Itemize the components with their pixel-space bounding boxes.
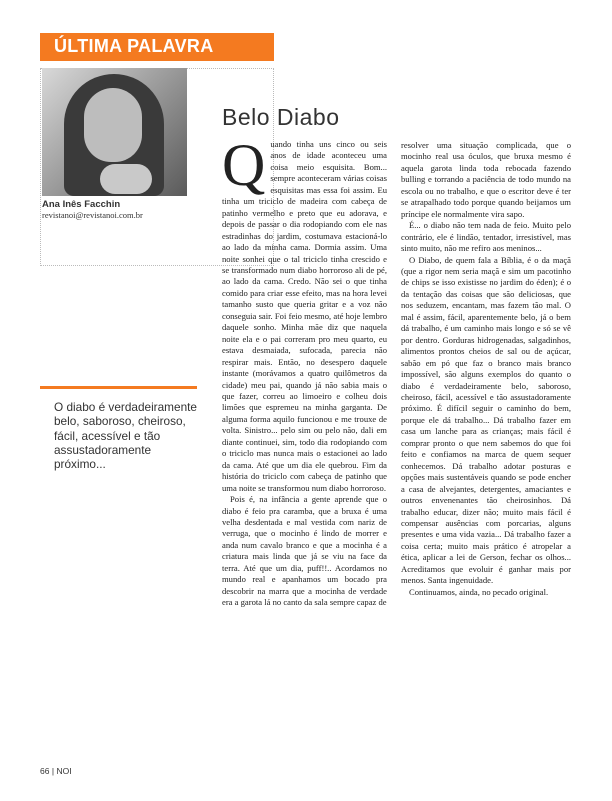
photo-hand [100, 164, 152, 194]
author-name: Ana Inês Facchin [42, 199, 121, 210]
paragraph: Pois é, na infância a gente aprende que o diabo é feio pra caramba, que a bruxa é uma velha desdentada e mal vestida com nariz de verruga, que o mocinho é lindo de morrer e anda num cavalo branco e que a mocinha é a criatura mais linda que já se viu na face da terra. Até que um dia, puff!!.. Acordamos no mundo real e apanhamos um bocado pra descobrir na marra que a mocinha de verdade era a garota lá no canto da sala sempre capaz de [222, 494, 387, 608]
paragraph: O Diabo, de quem fala a Bíblia, é o da maçã (que a rigor nem seria maçã e sim um pacotinho de chips se isso existisse no jardim do éden); é o da tentação das coisas que são deliciosas, que nos seduzem, encantam, mas fazem tão mal. O mal é assim, fácil, aparentemente belo, já o bem dá trabalho, é um caminho mais longo e só se vê por dentro. Gorduras hidrogenadas, salgadinhos, alimentos prontos cheios de sal ou de açúcar, sabão em pó que faz o branco mais branco impossível, são alguns exemplos do quanto o diabo é verdadeiramente belo, saboroso, cheiroso, fácil, acessível e tão assustadoramente próximo. É difícil seguir o caminho do bem, porque ele dá trabalho... Dá trabalho fazer em casa um lanche para as crianças; mais fácil é comprar pronto o que nem sabemos do que foi feito e confiamos na marca de quem sequer conhecemos. Dá trabalho adotar posturas e opções mais sustentáveis quando se pode encher a casa de alvejantes, detergentes, amaciantes e outros envenenantes tão cheirosinhos. Dá trabalho educar, dizer não; muito mais fácil é compensar ausências com porcarias, alguns presentes e uma vida vazia... Dá trabalho fazer a coisa certa; muito mais prático é atropelar a ética, aplicar a lei de Gerson, fechar os olhos... Acreditamos que evoluir é ganhar mais por menos. Santa ingenuidade. [401, 254, 571, 586]
photo-face [84, 88, 142, 162]
footer-separator: | [51, 766, 55, 776]
article-column-2 [401, 140, 571, 598]
page-footer [40, 766, 72, 776]
paragraph: resolver uma situação complicada, que o mocinho real usa óculos, que bruxa mesmo é aquela garota linda toda rebocada fazendo bulling e torrando a paciência de todo mundo na escola ou no trabalho, e que o escritor deve é ter se atrapalhado todo porque quando beijamos um príncipe ele normalmente vira sapo. [401, 140, 571, 219]
author-photo [42, 68, 187, 196]
pull-quote-text: O diabo é verdadeiramente belo, saboroso, cheiroso, fácil, acessível e tão assustadoramente próximo... [54, 400, 197, 472]
section-title: ÚLTIMA PALAVRA [54, 36, 214, 56]
author-email: revistanoi@revistanoi.com.br [42, 210, 143, 220]
dropcap: Q [222, 132, 266, 198]
paragraph: É... o diabo não tem nada de feio. Muito pelo contrário, ele é lindão, tentador, irresistível, mas sinto muito, não me refiro aos meninos... [401, 220, 571, 254]
article-title: Belo Diabo [222, 104, 340, 130]
section-header [40, 33, 274, 61]
magazine-name: NOI [56, 766, 72, 776]
paragraph-text: uando tinha uns cinco ou seis anos de idade aconteceu uma coisa meio esquisita. Bom... sempre aconteceram várias coisas esquisitas mas essa foi assim. Eu tinha um triciclo de madeira com cabeça de patinho vermelho e preto que eu adorava, e depois de passar o dia rodopiando com ele nas estradinhas do jardim, costumava estacioná-lo ao lado da minha cama. Dormia assim. Uma noite sonhei que o tal triciclo tinha crescido e se transformado num diabo horroroso ali de pé, ao lado da cama. Credo. Não sei o que tinha comido para criar esse efeito, mas na hora levei tamanho susto que queria gritar e a voz não conseguia sair. Foi feio mesmo, até hoje lembro daquele sonho. Minha mãe diz que naquela noite ela e o pai correram pro meu quarto, eu estava desmaiada, sufocada, parecia não respirar mais. Então, no desespero daquele instante (morávamos a quatro quilômetros da cidade) meu pai, quando já não sabia mais o que fazer, correu ao limoeiro e colheu dois limões que espremeu na minha garganta. De alguma forma aquilo funcionou e me trouxe de volta. Sinistro... pelo sim ou pelo não, dali em diante continuei, sim, todo dia rodopiando com o triciclo mas nunca mais o estacionei ao lado da cama. Até que um dia ele quebrou. Fim da história do triciclo com cabeça de patinho que uma noite se transformou num diabo horroroso. [222, 139, 387, 493]
pull-quote-rule [40, 386, 197, 389]
pull-quote [40, 386, 197, 498]
article-column-1 [222, 132, 387, 609]
page-number: 66 [40, 766, 50, 776]
paragraph [222, 132, 387, 494]
paragraph: Continuamos, ainda, no pecado original. [409, 586, 549, 597]
